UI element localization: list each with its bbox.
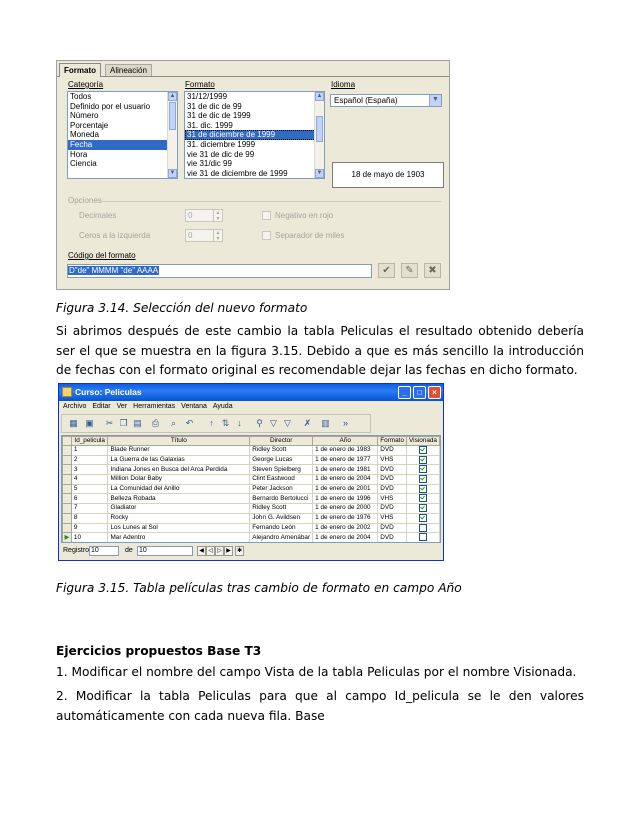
cell-director[interactable]: Clint Eastwood: [250, 475, 313, 485]
format-item[interactable]: 31/12/1999: [187, 92, 228, 101]
autofilter-icon[interactable]: ⚲: [256, 418, 263, 428]
scroll-down-icon[interactable]: ▼: [316, 170, 323, 176]
cell-visionada[interactable]: [407, 513, 440, 523]
table-row[interactable]: [63, 465, 440, 475]
row-header[interactable]: [63, 513, 72, 523]
cell-formato[interactable]: DVD: [378, 533, 407, 543]
database-icon: [62, 387, 72, 397]
print-icon[interactable]: ⎙: [151, 418, 160, 428]
category-list[interactable]: [67, 91, 178, 179]
row-header[interactable]: [63, 542, 72, 543]
options-label: Opciones: [68, 196, 102, 205]
toolbar-more-icon[interactable]: »: [342, 418, 348, 428]
figure-caption-3-15: Figura 3.15. Tabla películas tras cambio de formato en campo Año: [56, 581, 462, 595]
row-header[interactable]: ▶: [64, 533, 70, 541]
cell-id[interactable]: 7: [71, 504, 108, 514]
menu-item[interactable]: Editar: [92, 403, 111, 410]
format-preview: 18 de mayo de 1903: [332, 162, 444, 188]
format-item[interactable]: 31. diciembre 1999: [187, 139, 256, 149]
format-item[interactable]: 31 de diciembre de 1999: [185, 130, 324, 140]
spin-arrows-icon[interactable]: ▲ ▼: [213, 230, 222, 241]
cell-titulo[interactable]: Los Lunes al Sol: [108, 523, 250, 533]
minimize-icon[interactable]: _: [398, 386, 411, 399]
table-row[interactable]: [63, 484, 440, 494]
category-item[interactable]: Todos: [70, 92, 92, 101]
empty-cell[interactable]: [313, 542, 378, 543]
format-code-field[interactable]: [67, 264, 372, 278]
column-header[interactable]: Visionada: [407, 437, 440, 446]
cell-director[interactable]: Alejandro Amenábar: [250, 533, 313, 543]
cell-formato[interactable]: DVD: [378, 523, 407, 533]
visionada-checkbox[interactable]: [419, 514, 427, 522]
row-header[interactable]: [63, 446, 72, 456]
cell-visionada[interactable]: [407, 533, 440, 543]
cell-anio[interactable]: 1 de enero de 1981: [313, 465, 378, 475]
visionada-checkbox[interactable]: [419, 475, 427, 483]
cell-id[interactable]: 9: [71, 523, 108, 533]
close-icon[interactable]: ×: [428, 386, 441, 399]
cell-titulo[interactable]: La Comunidad del Anillo: [108, 484, 250, 494]
cell-id[interactable]: 3: [71, 465, 108, 475]
cell-director[interactable]: George Lucas: [250, 455, 313, 465]
menu-item[interactable]: Ayuda: [212, 403, 233, 410]
cell-anio[interactable]: 1 de enero de 2004: [313, 475, 378, 485]
column-header[interactable]: Año: [313, 437, 378, 446]
language-label: Idioma: [331, 80, 356, 89]
record-total-field: 10: [137, 546, 193, 556]
table-row[interactable]: [63, 446, 440, 456]
cell-formato[interactable]: VHS: [378, 494, 407, 504]
spin-arrows-icon[interactable]: ▲ ▼: [213, 210, 222, 221]
category-item[interactable]: Ciencia: [70, 159, 97, 169]
row-header[interactable]: [63, 475, 72, 485]
row-header[interactable]: [63, 455, 72, 465]
standard-filter-icon[interactable]: ▽: [284, 418, 291, 428]
cell-formato[interactable]: DVD: [378, 484, 407, 494]
decimals-label: Decimales: [79, 211, 117, 220]
cell-anio[interactable]: 1 de enero de 2001: [313, 484, 378, 494]
cell-titulo[interactable]: Mar Adentro: [108, 533, 250, 543]
category-item[interactable]: Número: [70, 111, 99, 121]
add-icon[interactable]: ✔: [378, 263, 395, 278]
menu-item[interactable]: Ventana: [181, 403, 207, 410]
cell-visionada[interactable]: [407, 455, 440, 465]
table-row[interactable]: [63, 533, 440, 543]
cell-titulo[interactable]: Belleza Robada: [108, 494, 250, 504]
visionada-checkbox[interactable]: [419, 465, 427, 473]
format-item[interactable]: 31 de dic de 1999: [187, 111, 251, 121]
category-label: Categoría: [68, 80, 104, 89]
new-record-row[interactable]: [63, 542, 440, 543]
column-header[interactable]: Id_pelicula: [71, 437, 108, 446]
cell-anio[interactable]: 1 de enero de 2000: [313, 504, 378, 514]
scroll-up-icon[interactable]: ▲: [316, 93, 323, 99]
thousands-sep-checkbox[interactable]: [262, 231, 271, 240]
column-header[interactable]: Título: [108, 437, 250, 446]
empty-cell[interactable]: [108, 542, 250, 543]
row-header[interactable]: [63, 484, 72, 494]
format-code-value: D"de" MMMM "de" AAAA: [69, 266, 159, 275]
cell-visionada[interactable]: [407, 446, 440, 456]
exercise-2: 2. Modificar la tabla Peliculas para que al campo Id_pelicula se le den valores automáticamente con cada nueva fila. Base: [56, 689, 584, 723]
cell-director[interactable]: Steven Spielberg: [250, 465, 313, 475]
cell-anio[interactable]: 1 de enero de 1996: [313, 494, 378, 504]
cell-titulo[interactable]: Indiana Jones en Busca del Arca Perdida: [108, 465, 250, 475]
format-item[interactable]: 31 de dic de 99: [187, 101, 242, 111]
chevron-down-icon[interactable]: ▼: [429, 95, 441, 106]
format-item[interactable]: vie 31/dic 99: [187, 159, 232, 169]
row-header[interactable]: [63, 494, 72, 504]
cell-formato[interactable]: VHS: [378, 455, 407, 465]
cell-formato[interactable]: DVD: [378, 475, 407, 485]
cell-visionada[interactable]: [407, 494, 440, 504]
cell-titulo[interactable]: Rocky: [108, 513, 250, 523]
cell-anio[interactable]: 1 de enero de 1976: [313, 513, 378, 523]
table-row[interactable]: [63, 494, 440, 504]
data-source-icon[interactable]: ▥: [321, 418, 330, 428]
cell-id[interactable]: 6: [71, 494, 108, 504]
menu-item[interactable]: Archivo: [63, 403, 87, 410]
cell-formato[interactable]: DVD: [378, 504, 407, 514]
cell-id[interactable]: 8: [71, 513, 108, 523]
cell-formato[interactable]: DVD: [378, 465, 407, 475]
exercise-1: 1. Modificar el nombre del campo Vista de la tabla Peliculas por el nombre Visionada.: [56, 665, 577, 679]
format-cells-dialog: [56, 60, 450, 290]
cell-anio[interactable]: 1 de enero de 1977: [313, 455, 378, 465]
cell-formato[interactable]: DVD: [378, 446, 407, 456]
scroll-up-icon[interactable]: ▲: [169, 93, 176, 99]
column-header[interactable]: Formato: [378, 437, 407, 446]
cell-titulo[interactable]: La Guerra de las Galaxias: [108, 455, 250, 465]
cell-director[interactable]: Fernando León: [250, 523, 313, 533]
tab-divider: [57, 76, 449, 77]
sort-icon[interactable]: ⇅: [221, 418, 230, 428]
toolbar: [61, 414, 371, 433]
cell-anio[interactable]: 1 de enero de 1983: [313, 446, 378, 456]
row-header[interactable]: [63, 523, 72, 533]
visionada-checkbox[interactable]: [419, 504, 427, 512]
sort-descending-icon[interactable]: ↓: [237, 418, 242, 428]
format-label: Formato: [185, 80, 215, 89]
cell-id[interactable]: 4: [71, 475, 108, 485]
cell-director[interactable]: John G. Avildsen: [250, 513, 313, 523]
leading-zeros-stepper[interactable]: [185, 229, 223, 242]
find-icon[interactable]: ⌕: [170, 418, 177, 428]
record-label: Registro: [63, 547, 90, 554]
column-header[interactable]: Director: [250, 437, 313, 446]
record-of-label: de: [125, 547, 133, 554]
category-item[interactable]: Definido por el usuario: [70, 101, 151, 111]
data-grid[interactable]: [61, 435, 441, 543]
category-item[interactable]: Moneda: [70, 130, 99, 140]
table-window: [58, 383, 444, 561]
cell-titulo[interactable]: Million Dolar Baby: [108, 475, 250, 485]
save-icon[interactable]: ▣: [85, 418, 94, 428]
decimals-value: 0: [188, 211, 193, 220]
cell-visionada[interactable]: [407, 465, 440, 475]
language-value: Español (España): [334, 96, 398, 105]
figure-caption-3-14: Figura 3.14. Selección del nuevo formato: [56, 301, 308, 315]
record-current-field[interactable]: 10: [89, 546, 119, 556]
window-titlebar[interactable]: [59, 384, 443, 401]
copy-icon[interactable]: ❐: [119, 418, 128, 428]
delete-icon[interactable]: ✖: [424, 263, 441, 278]
cell-director[interactable]: Ridley Scott: [250, 504, 313, 514]
cell-id[interactable]: 10: [71, 533, 108, 543]
visionada-checkbox[interactable]: [419, 456, 427, 464]
tab-alineacion[interactable]: Alineación: [105, 64, 152, 76]
scroll-thumb[interactable]: [169, 102, 176, 130]
table-row[interactable]: [63, 523, 440, 533]
cell-anio[interactable]: 1 de enero de 2002: [313, 523, 378, 533]
empty-cell[interactable]: [378, 542, 407, 543]
cell-id[interactable]: 2: [71, 455, 108, 465]
visionada-checkbox[interactable]: [419, 533, 427, 541]
cell-titulo[interactable]: Blade Runner: [108, 446, 250, 456]
visionada-checkbox[interactable]: [419, 494, 427, 502]
category-item[interactable]: Porcentaje: [70, 120, 109, 130]
format-item[interactable]: vie 31 de diciembre de 1999: [187, 168, 288, 178]
next-record-icon[interactable]: ▷: [215, 546, 224, 556]
comment-icon[interactable]: ✎: [401, 263, 418, 278]
visionada-checkbox[interactable]: [419, 485, 427, 493]
code-label: Código del formato: [68, 251, 136, 260]
undo-icon[interactable]: ↶: [185, 418, 194, 428]
scroll-thumb[interactable]: [316, 116, 323, 142]
cell-titulo[interactable]: Gladiator: [108, 504, 250, 514]
cell-director[interactable]: Ridley Scott: [250, 446, 313, 456]
cell-director[interactable]: Peter Jackson: [250, 484, 313, 494]
menu-item[interactable]: Ver: [116, 403, 128, 410]
thousands-sep-label: Separador de miles: [275, 231, 345, 240]
menu-item[interactable]: Herramientas: [133, 403, 176, 410]
table-row[interactable]: [63, 475, 440, 485]
category-item[interactable]: Fecha: [68, 140, 177, 150]
visionada-checkbox[interactable]: [419, 446, 427, 454]
table-row[interactable]: [63, 455, 440, 465]
cut-icon[interactable]: ✂: [105, 418, 114, 428]
cell-id[interactable]: 5: [71, 484, 108, 494]
maximize-icon[interactable]: □: [413, 386, 426, 399]
window-title: Curso: Peliculas: [75, 387, 142, 397]
prev-record-icon[interactable]: ◁: [206, 546, 215, 556]
empty-cell[interactable]: [71, 542, 108, 543]
menu-bar: [59, 401, 443, 413]
cell-anio[interactable]: 1 de enero de 2004: [313, 533, 378, 543]
leading-zeros-label: Ceros a la izquierda: [79, 231, 151, 240]
filter-icon[interactable]: ▽: [270, 418, 277, 428]
first-record-icon[interactable]: ◀: [197, 546, 206, 556]
format-item[interactable]: 31. dic. 1999: [187, 120, 233, 130]
leading-zeros-value: 0: [188, 231, 193, 240]
negative-red-label: Negativo en rojo: [275, 211, 334, 220]
visionada-checkbox[interactable]: [419, 524, 427, 532]
row-header[interactable]: [63, 504, 72, 514]
format-scrollbar[interactable]: [314, 92, 324, 178]
table-row[interactable]: [63, 504, 440, 514]
remove-filter-icon[interactable]: ✗: [303, 418, 312, 428]
tab-formato[interactable]: Formato: [59, 63, 101, 77]
cell-formato[interactable]: VHS: [378, 513, 407, 523]
format-item[interactable]: vie 31 de dic de 99: [187, 149, 255, 159]
category-scrollbar[interactable]: [167, 92, 177, 178]
scroll-down-icon[interactable]: ▼: [169, 170, 176, 176]
negative-red-checkbox[interactable]: [262, 211, 271, 220]
cell-visionada[interactable]: [407, 523, 440, 533]
cell-director[interactable]: Bernardo Bertolucci: [250, 494, 313, 504]
row-header[interactable]: [63, 465, 72, 475]
category-item[interactable]: Hora: [70, 149, 88, 159]
options-divider: [101, 201, 441, 202]
sort-ascending-icon[interactable]: ↑: [209, 418, 214, 428]
paste-icon[interactable]: ▤: [133, 418, 142, 428]
corner-cell[interactable]: [63, 437, 72, 446]
exercises-heading: Ejercicios propuestos Base T3: [56, 644, 262, 658]
edit-data-icon[interactable]: ▦: [69, 418, 78, 428]
cell-visionada[interactable]: [407, 484, 440, 494]
empty-cell[interactable]: [407, 542, 440, 543]
paragraph-1: Si abrimos después de este cambio la tabla Peliculas el resultado obtenido debería ser el que se muestra en la figura 3.15. Debido a que es más sencillo la introducción de fechas con el formato original es recomendable dejar las fechas en dicho formato.: [56, 324, 584, 377]
new-record-icon[interactable]: ✱: [236, 548, 243, 554]
table-row[interactable]: [63, 513, 440, 523]
format-list[interactable]: [184, 91, 325, 179]
cell-id[interactable]: 1: [71, 446, 108, 456]
last-record-icon[interactable]: ▶: [224, 546, 233, 556]
cell-visionada[interactable]: [407, 504, 440, 514]
cell-visionada[interactable]: [407, 475, 440, 485]
empty-cell[interactable]: [250, 542, 313, 543]
decimals-stepper[interactable]: [185, 209, 223, 222]
language-select[interactable]: [330, 94, 442, 107]
record-navigator: [61, 544, 441, 558]
